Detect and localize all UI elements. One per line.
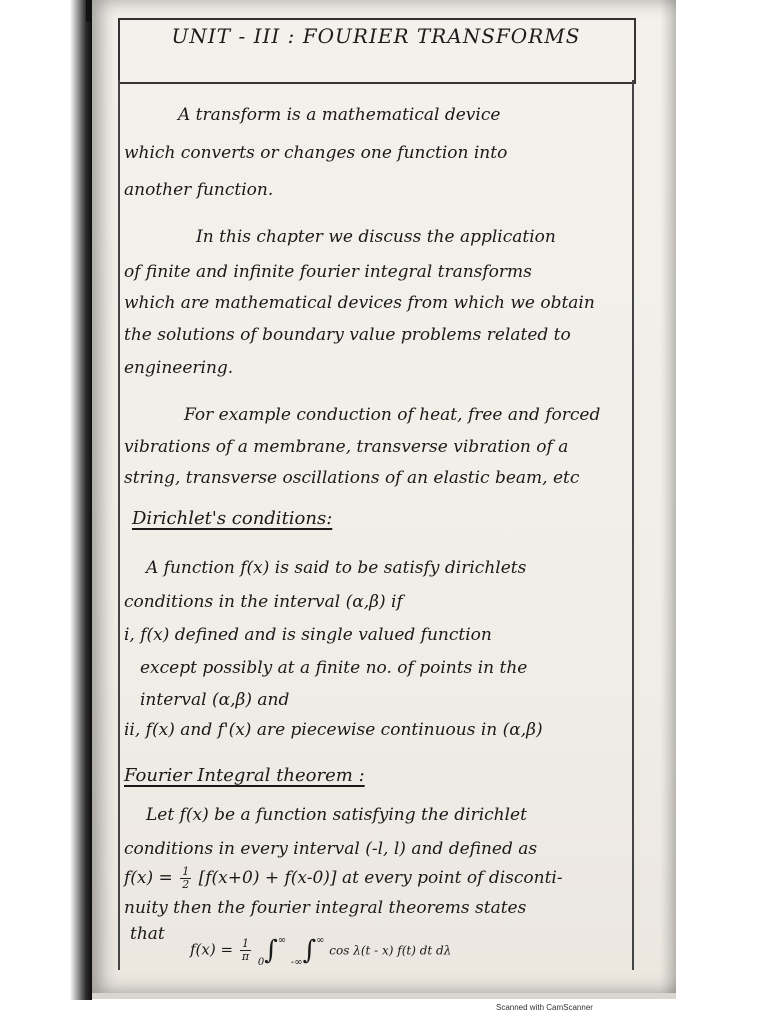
text-line: conditions in every interval (-l, l) and defined as [124,839,538,859]
fraction-one-over-pi: $\frac{1}{\pi}$ [241,937,250,963]
eq-prefix: f(x) = [124,868,173,888]
fourier-integral-formula [190,934,452,968]
text-line: Let f(x) be a function satisfying the dirichlet [146,805,527,825]
text-line: string, transverse oscillations of an elastic beam, etc [124,468,580,488]
text-line: the solutions of boundary value problems related to [124,325,571,345]
integrand: cos λ(t - x) f(t) dt dλ [329,943,452,958]
text-line: i, f(x) defined and is single valued function [124,625,492,645]
text-line: that [130,924,165,944]
formula-lhs: f(x) = [190,940,234,959]
text-line: of finite and infinite fourier integral transforms [124,262,532,282]
section-heading-dirichlet: Dirichlet's conditions: [132,508,333,529]
margin-line-right [632,80,634,970]
page-bottom-edge [92,993,676,999]
int2-upper: ∞ [316,934,325,946]
int1-lower: 0 [257,956,265,968]
text-line-equation [124,866,563,891]
text-line: In this chapter we discuss the application [196,227,556,247]
text-line: nuity then the fourier integral theorems states [124,898,527,918]
int2-lower: -∞ [290,956,303,968]
eq-body: [f(x+0) + f(x-0)] at every point of disconti- [198,868,563,888]
margin-line-left [118,80,120,970]
text-line: ii, f(x) and f'(x) are piecewise continuous in (α,β) [124,720,543,740]
scan-left-edge [0,0,92,1000]
text-line: For example conduction of heat, free and forced [184,405,601,425]
scanner-watermark: Scanned with CamScanner [496,1003,593,1012]
page-title: UNIT - III : FOURIER TRANSFORMS [171,24,581,48]
integral-sign: ∫ [264,935,278,966]
integral-sign: ∫ [302,935,317,966]
section-heading-fourier-integral: Fourier Integral theorem : [124,765,365,786]
text-line: which are mathematical devices from which we obtain [124,293,595,313]
page-right-shadow [660,0,676,993]
text-line: conditions in the interval (α,β) if [124,592,403,612]
text-line: interval (α,β) and [140,690,290,710]
text-line: A function f(x) is said to be satisfy dirichlets [146,558,527,578]
text-line: except possibly at a finite no. of points in the [140,658,528,678]
text-line: engineering. [124,358,234,378]
text-line: vibrations of a membrane, transverse vibration of a [124,437,569,457]
text-line: another function. [124,180,274,200]
fraction-half: $\frac{1}{2}$ [182,865,190,891]
text-line: which converts or changes one function into [124,143,508,163]
int1-upper: ∞ [277,934,287,946]
text-line: A transform is a mathematical device [178,105,501,125]
